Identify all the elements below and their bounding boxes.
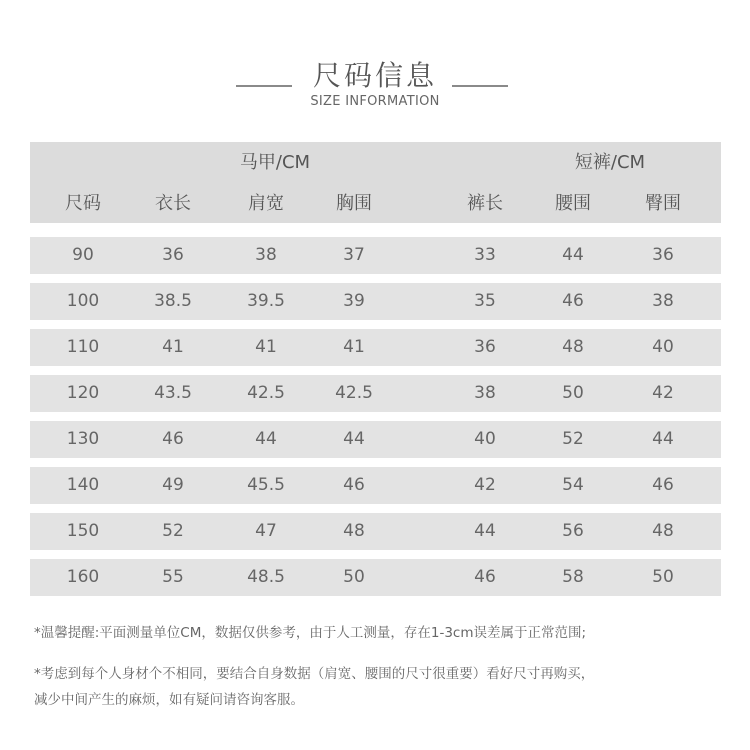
cell-chest: 37 bbox=[343, 245, 365, 265]
cell-waist: 52 bbox=[562, 429, 584, 449]
column-header-shoulder: 肩宽 bbox=[248, 193, 284, 214]
column-header-hip: 臀围 bbox=[645, 193, 681, 214]
table-row bbox=[30, 375, 721, 412]
note-fit-advice: *考虑到每个人身材个不相同，要结合自身数据（肩宽、腰围的尺寸很重要）看好尺寸再购买， bbox=[34, 666, 595, 682]
title-block bbox=[0, 52, 750, 122]
cell-size: 160 bbox=[66, 567, 100, 587]
cell-shoulder: 42.5 bbox=[247, 383, 285, 403]
cell-hip: 42 bbox=[652, 383, 674, 403]
table-row bbox=[30, 283, 721, 320]
cell-hip: 50 bbox=[652, 567, 674, 587]
table-row bbox=[30, 467, 721, 504]
cell-waist: 56 bbox=[562, 521, 584, 541]
column-header-chest: 胸围 bbox=[336, 193, 372, 214]
cell-waist: 50 bbox=[562, 383, 584, 403]
cell-hip: 44 bbox=[652, 429, 674, 449]
cell-shoulder: 38 bbox=[255, 245, 277, 265]
cell-length: 41 bbox=[162, 337, 184, 357]
cell-length: 46 bbox=[162, 429, 184, 449]
cell-size: 100 bbox=[66, 291, 100, 311]
cell-chest: 42.5 bbox=[335, 383, 373, 403]
note-contact-service: 减少中间产生的麻烦，如有疑问请咨询客服。 bbox=[34, 692, 304, 708]
cell-length: 55 bbox=[162, 567, 184, 587]
cell-shoulder: 44 bbox=[255, 429, 277, 449]
table-row bbox=[30, 421, 721, 458]
cell-size: 120 bbox=[66, 383, 100, 403]
cell-chest: 44 bbox=[343, 429, 365, 449]
cell-hip: 48 bbox=[652, 521, 674, 541]
cell-hip: 38 bbox=[652, 291, 674, 311]
cell-size: 150 bbox=[66, 521, 100, 541]
page-title: 尺码信息 bbox=[312, 59, 437, 92]
cell-size: 110 bbox=[66, 337, 100, 357]
cell-waist: 44 bbox=[562, 245, 584, 265]
cell-chest: 48 bbox=[343, 521, 365, 541]
cell-waist: 48 bbox=[562, 337, 584, 357]
cell-pants-length: 40 bbox=[474, 429, 496, 449]
group-title-vest: 马甲/CM bbox=[239, 152, 311, 173]
cell-pants-length: 38 bbox=[474, 383, 496, 403]
cell-pants-length: 36 bbox=[474, 337, 496, 357]
cell-length: 49 bbox=[162, 475, 184, 495]
cell-waist: 54 bbox=[562, 475, 584, 495]
table-row bbox=[30, 329, 721, 366]
cell-hip: 36 bbox=[652, 245, 674, 265]
cell-size: 130 bbox=[66, 429, 100, 449]
cell-length: 38.5 bbox=[154, 291, 192, 311]
cell-waist: 58 bbox=[562, 567, 584, 587]
cell-shoulder: 48.5 bbox=[247, 567, 285, 587]
cell-waist: 46 bbox=[562, 291, 584, 311]
cell-pants-length: 35 bbox=[474, 291, 496, 311]
cell-length: 36 bbox=[162, 245, 184, 265]
table-row bbox=[30, 513, 721, 550]
cell-chest: 39 bbox=[343, 291, 365, 311]
page-subtitle: SIZE INFORMATION bbox=[310, 94, 440, 109]
cell-chest: 50 bbox=[343, 567, 365, 587]
cell-shoulder: 41 bbox=[255, 337, 277, 357]
cell-hip: 46 bbox=[652, 475, 674, 495]
group-title-shorts: 短裤/CM bbox=[574, 152, 646, 173]
cell-shoulder: 45.5 bbox=[247, 475, 285, 495]
cell-shoulder: 47 bbox=[255, 521, 277, 541]
cell-pants-length: 44 bbox=[474, 521, 496, 541]
cell-size: 90 bbox=[72, 245, 94, 265]
cell-chest: 41 bbox=[343, 337, 365, 357]
table-row bbox=[30, 559, 721, 596]
cell-hip: 40 bbox=[652, 337, 674, 357]
cell-size: 140 bbox=[66, 475, 100, 495]
column-header-size: 尺码 bbox=[65, 193, 101, 214]
column-header-length: 衣长 bbox=[155, 193, 191, 214]
cell-chest: 46 bbox=[343, 475, 365, 495]
cell-pants-length: 46 bbox=[474, 567, 496, 587]
table-row bbox=[30, 237, 721, 274]
cell-pants-length: 33 bbox=[474, 245, 496, 265]
cell-length: 52 bbox=[162, 521, 184, 541]
cell-shoulder: 39.5 bbox=[247, 291, 285, 311]
column-header-pants-length: 裤长 bbox=[467, 193, 503, 214]
table-header bbox=[30, 142, 721, 223]
note-measurement: *温馨提醒:平面测量单位CM，数据仅供参考，由于人工测量，存在1-3cm误差属于正常范围; bbox=[34, 625, 587, 641]
cell-pants-length: 42 bbox=[474, 475, 496, 495]
column-header-waist: 腰围 bbox=[555, 193, 591, 214]
cell-length: 43.5 bbox=[154, 383, 192, 403]
